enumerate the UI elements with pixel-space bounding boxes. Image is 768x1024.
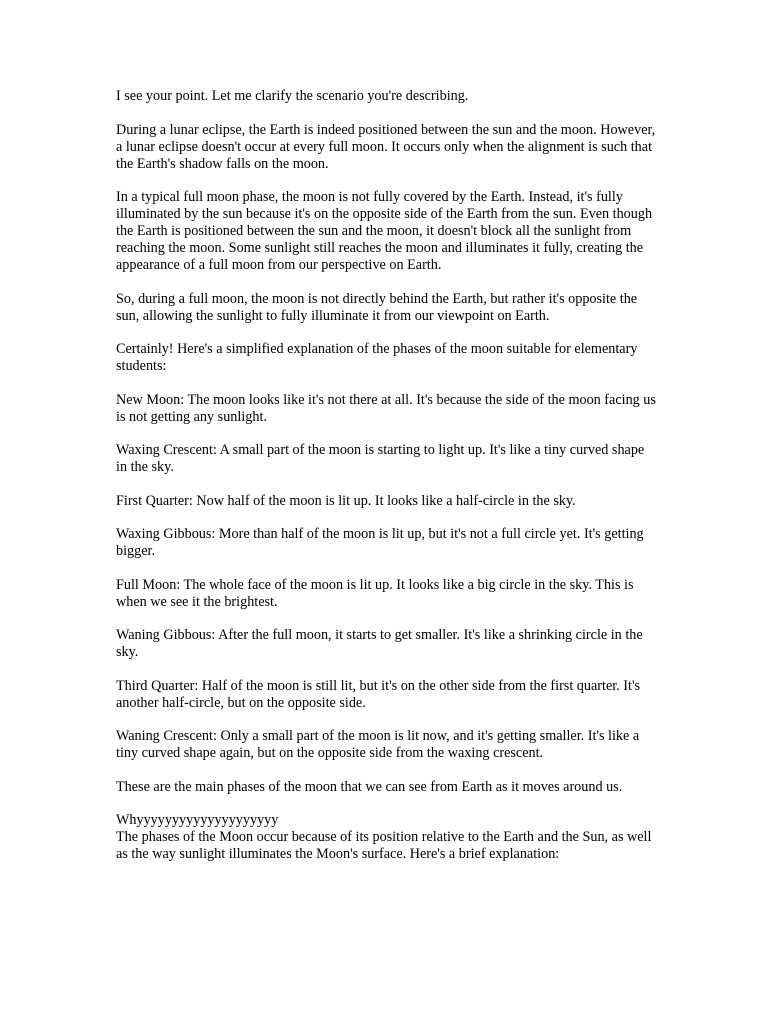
paragraph-waning-gibbous: Waning Gibbous: After the full moon, it starts to get smaller. It's like a shrinking circle in the sky.: [116, 627, 643, 660]
paragraph-clarify: I see your point. Let me clarify the scenario you're describing.: [116, 88, 469, 104]
paragraph-full-moon-phase: In a typical full moon phase, the moon is not fully covered by the Earth. Instead, it's fully illuminated by the sun because it's on the opposite side of the Earth from the sun. Even though the Earth is positioned between the sun and the moon, it doesn't block all the sunlight from reaching the moon. Some sunlight still reaches the moon and illuminates it fully, creating the appearance of a full moon from our perspective on Earth.: [116, 189, 653, 273]
paragraph-new-moon: New Moon: The moon looks like it's not there at all. It's because the side of the moon facing us is not getting any sunlight.: [116, 391, 656, 425]
paragraph-phases-intro: Certainly! Here's a simplified explanation of the phases of the moon suitable for elementary students:: [116, 341, 638, 374]
paragraph-lunar-eclipse: During a lunar eclipse, the Earth is indeed positioned between the sun and the moon. However, a lunar eclipse doesn't occur at every full moon. It occurs only when the alignment is such that the Earth's shadow falls on the moon.: [116, 121, 656, 172]
paragraph-third-quarter: Third Quarter: Half of the moon is still lit, but it's on the other side from the first quarter. It's another half-circle, but on the opposite side.: [116, 677, 641, 711]
paragraph-phases-cause: The phases of the Moon occur because of its position relative to the Earth and the Sun, as well as the way sunlight illuminates the Moon's surface. Here's a brief explanation:: [116, 829, 652, 862]
paragraph-phases-summary: These are the main phases of the moon that we can see from Earth as it moves around us.: [116, 778, 623, 795]
paragraph-waxing-gibbous: Waxing Gibbous: More than half of the moon is lit up, but it's not a full circle yet. It's getting bigger.: [116, 526, 644, 559]
paragraph-why: Whyyyyyyyyyyyyyyyyyyyy: [116, 812, 279, 828]
paragraph-first-quarter: First Quarter: Now half of the moon is lit up. It looks like a half-circle in the sky.: [116, 492, 576, 509]
paragraph-waxing-crescent: Waxing Crescent: A small part of the moon is starting to light up. It's like a tiny curved shape in the sky.: [116, 442, 645, 475]
paragraph-full-moon-summary: So, during a full moon, the moon is not directly behind the Earth, but rather it's opposite the sun, allowing the sunlight to fully illuminate it from our viewpoint on Earth.: [116, 290, 638, 324]
document-page: [116, 88, 656, 880]
paragraph-full-moon: Full Moon: The whole face of the moon is lit up. It looks like a big circle in the sky. This is when we see it the brightest.: [116, 576, 634, 610]
paragraph-waning-crescent: Waning Crescent: Only a small part of the moon is lit now, and it's getting smaller. It's like a tiny curved shape again, but on the opposite side from the waxing crescent.: [116, 728, 640, 761]
